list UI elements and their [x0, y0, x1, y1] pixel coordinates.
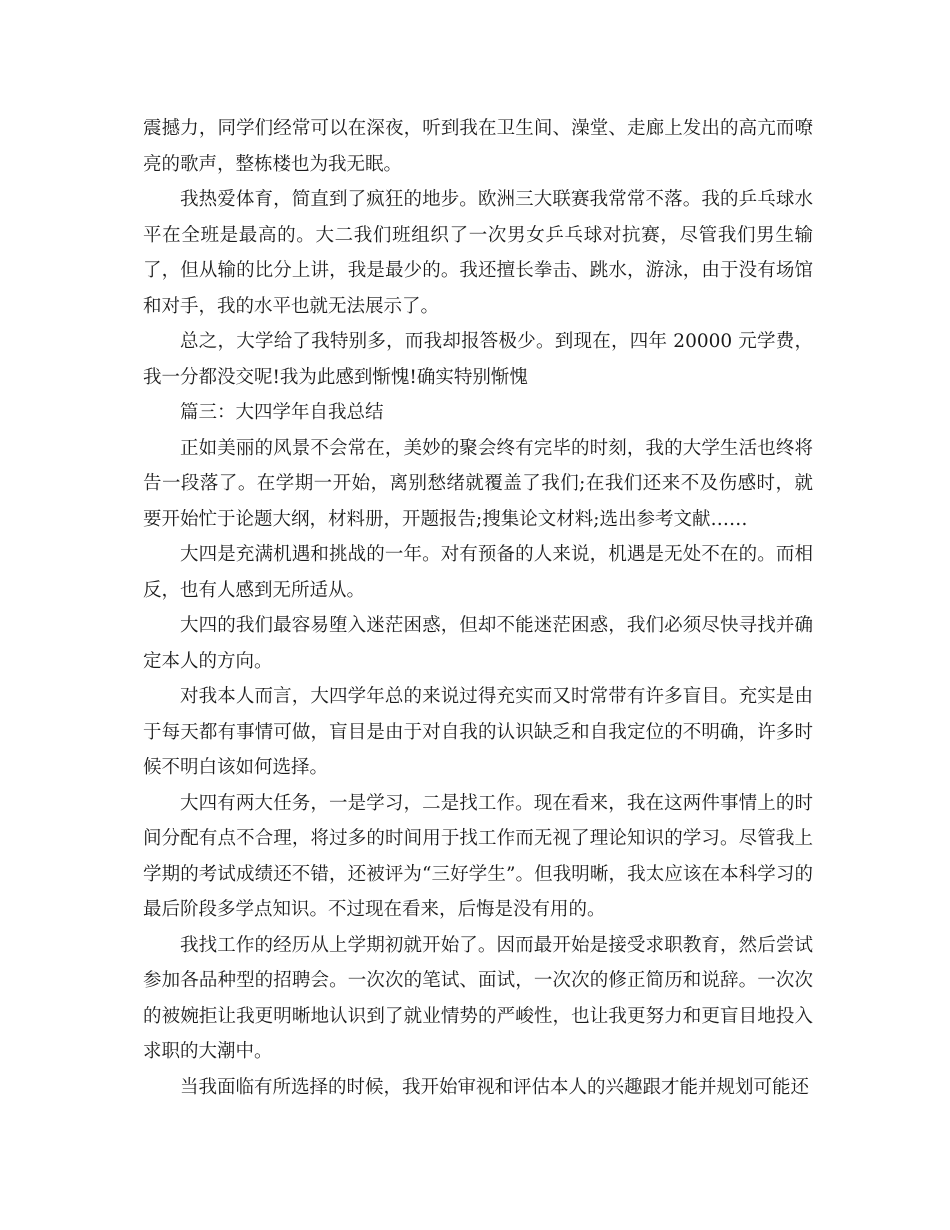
document-body — [143, 111, 813, 1105]
paragraph: 我找工作的经历从上学期初就开始了。因而最开始是接受求职教育，然后尝试参加各品种型的招聘会。一次次的笔试、面试，一次次的修正简历和说辞。一次次的被婉拒让我更明晰地认识到了就业情势的严峻性，也让我更努力和更盲目地投入求职的大潮中。 — [143, 934, 813, 1062]
paragraph: 大四有两大任务，一是学习，二是找工作。现在看来，我在这两件事情上的时间分配有点不合理，将过多的时间用于找工作而无视了理论知识的学习。尽管我上学期的考试成绩还不错，还被评为“三好学生”。但我明晰，我太应该在本科学习的最后阶段多学点知识。不过现在看来，后悔是没有用的。 — [143, 792, 813, 920]
paragraph: 对我本人而言，大四学年总的来说过得充实而又时常带有许多盲目。充实是由于每天都有事情可做，盲目是由于对自我的认识缺乏和自我定位的不明确，许多时候不明白该如何选择。 — [143, 686, 813, 778]
section-heading: 篇三：大四学年自我总结 — [180, 402, 384, 423]
paragraph: 我热爱体育，简直到了疯狂的地步。欧洲三大联赛我常常不落。我的乒乓球水平在全班是最高的。大二我们班组织了一次男女乒乓球对抗赛，尽管我们男生输了，但从输的比分上讲，我是最少的。我还擅长拳击、跳水，游泳，由于没有场馆和对手，我的水平也就无法展示了。 — [143, 189, 813, 317]
paragraph: 正如美丽的风景不会常在，美妙的聚会终有完毕的时刻，我的大学生活也终将告一段落了。在学期一开始，离别愁绪就覆盖了我们;在我们还来不及伤感时，就要开始忙于论题大纲，材料册，开题报告;搜集论文材料;选出参考文献…… — [143, 437, 813, 530]
paragraph: 总之，大学给了我特别多，而我却报答极少。到现在，四年 20000 元学费，我一分都没交呢!我为此感到惭愧!确实特别惭愧 — [143, 331, 813, 388]
paragraph: 当我面临有所选择的时候，我开始审视和评估本人的兴趣跟才能并规划可能还 — [180, 1076, 810, 1098]
paragraph: 震撼力，同学们经常可以在深夜，听到我在卫生间、澡堂、走廊上发出的高亢而嘹亮的歌声，整栋楼也为我无眠。 — [143, 118, 813, 175]
paragraph: 大四是充满机遇和挑战的一年。对有预备的人来说，机遇是无处不在的。而相反，也有人感到无所适从。 — [143, 544, 813, 601]
paragraph: 大四的我们最容易堕入迷茫困惑，但却不能迷茫困惑，我们必须尽快寻找并确定本人的方向。 — [143, 615, 813, 672]
